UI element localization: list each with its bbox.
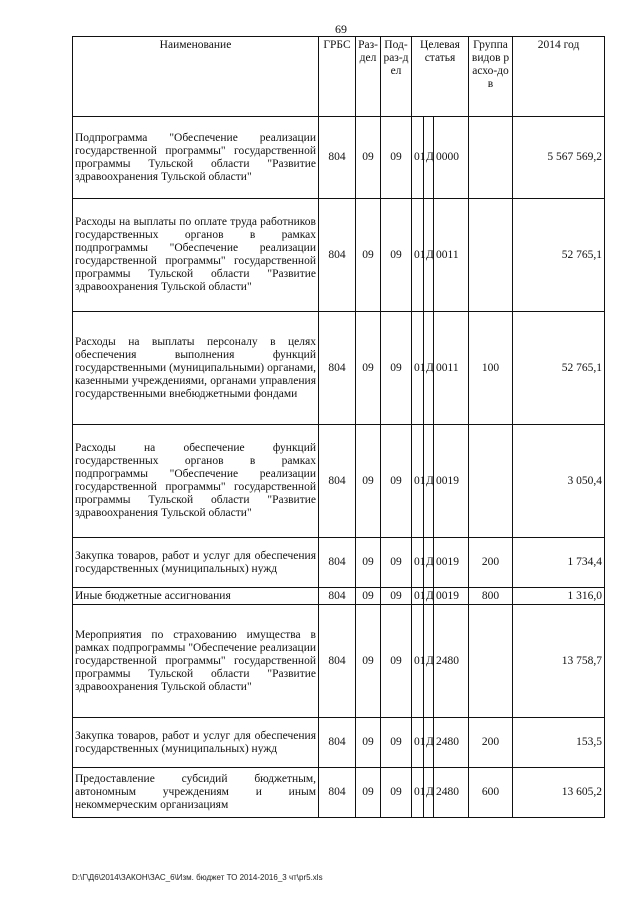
row-target-code: 2480	[434, 605, 469, 718]
footer-file-path: D:\Г\Д6\2014\ЗАКОН\ЗАС_6\Изм. бюджет ТО 2014-2016_3 чт\pr5.xls	[72, 873, 323, 882]
row-amount: 1 734,4	[513, 538, 605, 588]
page-number: 69	[335, 22, 347, 36]
row-target-program: 01	[412, 605, 424, 718]
row-target-program: 01	[412, 425, 424, 538]
row-razdel: 09	[356, 768, 381, 818]
row-amount: 5 567 569,2	[513, 117, 605, 199]
table-row	[73, 718, 605, 768]
row-group: 200	[469, 538, 513, 588]
budget-table	[72, 36, 605, 818]
row-podrazdel: 09	[381, 768, 412, 818]
row-target-sub: Д	[424, 538, 434, 588]
row-podrazdel: 09	[381, 588, 412, 605]
row-grbs: 804	[319, 425, 356, 538]
row-grbs: 804	[319, 718, 356, 768]
row-target-program: 01	[412, 538, 424, 588]
row-amount: 1 316,0	[513, 588, 605, 605]
row-group: 100	[469, 312, 513, 425]
row-target-program: 01	[412, 768, 424, 818]
row-razdel: 09	[356, 312, 381, 425]
header-target: Целевая статья	[412, 37, 469, 117]
row-grbs: 804	[319, 538, 356, 588]
row-target-code: 0019	[434, 425, 469, 538]
row-name: Иные бюджетные ассигнования	[73, 588, 319, 605]
row-target-program: 01	[412, 718, 424, 768]
row-target-sub: Д	[424, 117, 434, 199]
row-target-code: 0019	[434, 538, 469, 588]
row-target-sub: Д	[424, 588, 434, 605]
row-grbs: 804	[319, 199, 356, 312]
row-razdel: 09	[356, 199, 381, 312]
row-amount: 52 765,1	[513, 312, 605, 425]
row-amount: 3 050,4	[513, 425, 605, 538]
row-target-code: 0011	[434, 199, 469, 312]
row-target-sub: Д	[424, 605, 434, 718]
row-razdel: 09	[356, 117, 381, 199]
row-podrazdel: 09	[381, 117, 412, 199]
row-podrazdel: 09	[381, 605, 412, 718]
header-year: 2014 год	[513, 37, 605, 117]
header-name: Наименование	[73, 37, 319, 117]
row-group: 200	[469, 718, 513, 768]
row-group	[469, 117, 513, 199]
row-group	[469, 199, 513, 312]
row-group: 800	[469, 588, 513, 605]
row-razdel: 09	[356, 718, 381, 768]
row-grbs: 804	[319, 312, 356, 425]
row-grbs: 804	[319, 588, 356, 605]
table-row	[73, 199, 605, 312]
row-name: Расходы на обеспечение функций государственных органов в рамках подпрограммы "Обеспечение реализации государственной программы" государственной программы Тульской области "Развитие здравоохранения Тульской области"	[73, 425, 319, 538]
row-group	[469, 605, 513, 718]
row-group	[469, 425, 513, 538]
row-podrazdel: 09	[381, 538, 412, 588]
row-amount: 13 605,2	[513, 768, 605, 818]
row-target-program: 01	[412, 312, 424, 425]
header-group: Группа видов расхо-дов	[469, 37, 513, 117]
row-amount: 153,5	[513, 718, 605, 768]
row-amount: 13 758,7	[513, 605, 605, 718]
table-row	[73, 538, 605, 588]
row-target-sub: Д	[424, 718, 434, 768]
row-target-sub: Д	[424, 768, 434, 818]
row-name: Подпрограмма "Обеспечение реализации государственной программы" государственной программы Тульской области "Развитие здравоохранения Тульской области"	[73, 117, 319, 199]
header-razdel: Раз-дел	[356, 37, 381, 117]
row-target-sub: Д	[424, 312, 434, 425]
row-target-program: 01	[412, 199, 424, 312]
row-target-program: 01	[412, 117, 424, 199]
row-target-code: 0019	[434, 588, 469, 605]
table-row	[73, 312, 605, 425]
row-razdel: 09	[356, 588, 381, 605]
row-name: Расходы на выплаты персоналу в целях обеспечения выполнения функций государственными (муниципальными) органами, казенными учреждениями, органами управления государственными внебюджетными фондами	[73, 312, 319, 425]
row-amount: 52 765,1	[513, 199, 605, 312]
table-row	[73, 425, 605, 538]
row-podrazdel: 09	[381, 199, 412, 312]
row-podrazdel: 09	[381, 425, 412, 538]
row-target-sub: Д	[424, 425, 434, 538]
row-group: 600	[469, 768, 513, 818]
table-row	[73, 588, 605, 605]
row-target-code: 2480	[434, 768, 469, 818]
row-razdel: 09	[356, 605, 381, 718]
row-target-sub: Д	[424, 199, 434, 312]
table-header-row	[73, 37, 605, 117]
table-row	[73, 605, 605, 718]
row-name: Закупка товаров, работ и услуг для обеспечения государственных (муниципальных) нужд	[73, 538, 319, 588]
table-row	[73, 768, 605, 818]
row-name: Расходы на выплаты по оплате труда работников государственных органов в рамках подпрограммы "Обеспечение реализации государственной программы" государственной программы Тульской области "Развитие здравоохранения Тульской области"	[73, 199, 319, 312]
header-podrazdel: Под-раз-дел	[381, 37, 412, 117]
row-grbs: 804	[319, 117, 356, 199]
row-grbs: 804	[319, 768, 356, 818]
row-name: Закупка товаров, работ и услуг для обеспечения государственных (муниципальных) нужд	[73, 718, 319, 768]
row-grbs: 804	[319, 605, 356, 718]
row-name: Предоставление субсидий бюджетным, автономным учреждениям и иным некоммерческим организациям	[73, 768, 319, 818]
table-row	[73, 117, 605, 199]
row-target-program: 01	[412, 588, 424, 605]
row-name: Мероприятия по страхованию имущества в рамках подпрограммы "Обеспечение реализации государственной программы" государственной программы Тульской области "Развитие здравоохранения Тульской области"	[73, 605, 319, 718]
header-grbs: ГРБС	[319, 37, 356, 117]
row-razdel: 09	[356, 425, 381, 538]
row-podrazdel: 09	[381, 312, 412, 425]
row-target-code: 2480	[434, 718, 469, 768]
row-razdel: 09	[356, 538, 381, 588]
row-target-code: 0011	[434, 312, 469, 425]
row-podrazdel: 09	[381, 718, 412, 768]
row-target-code: 0000	[434, 117, 469, 199]
